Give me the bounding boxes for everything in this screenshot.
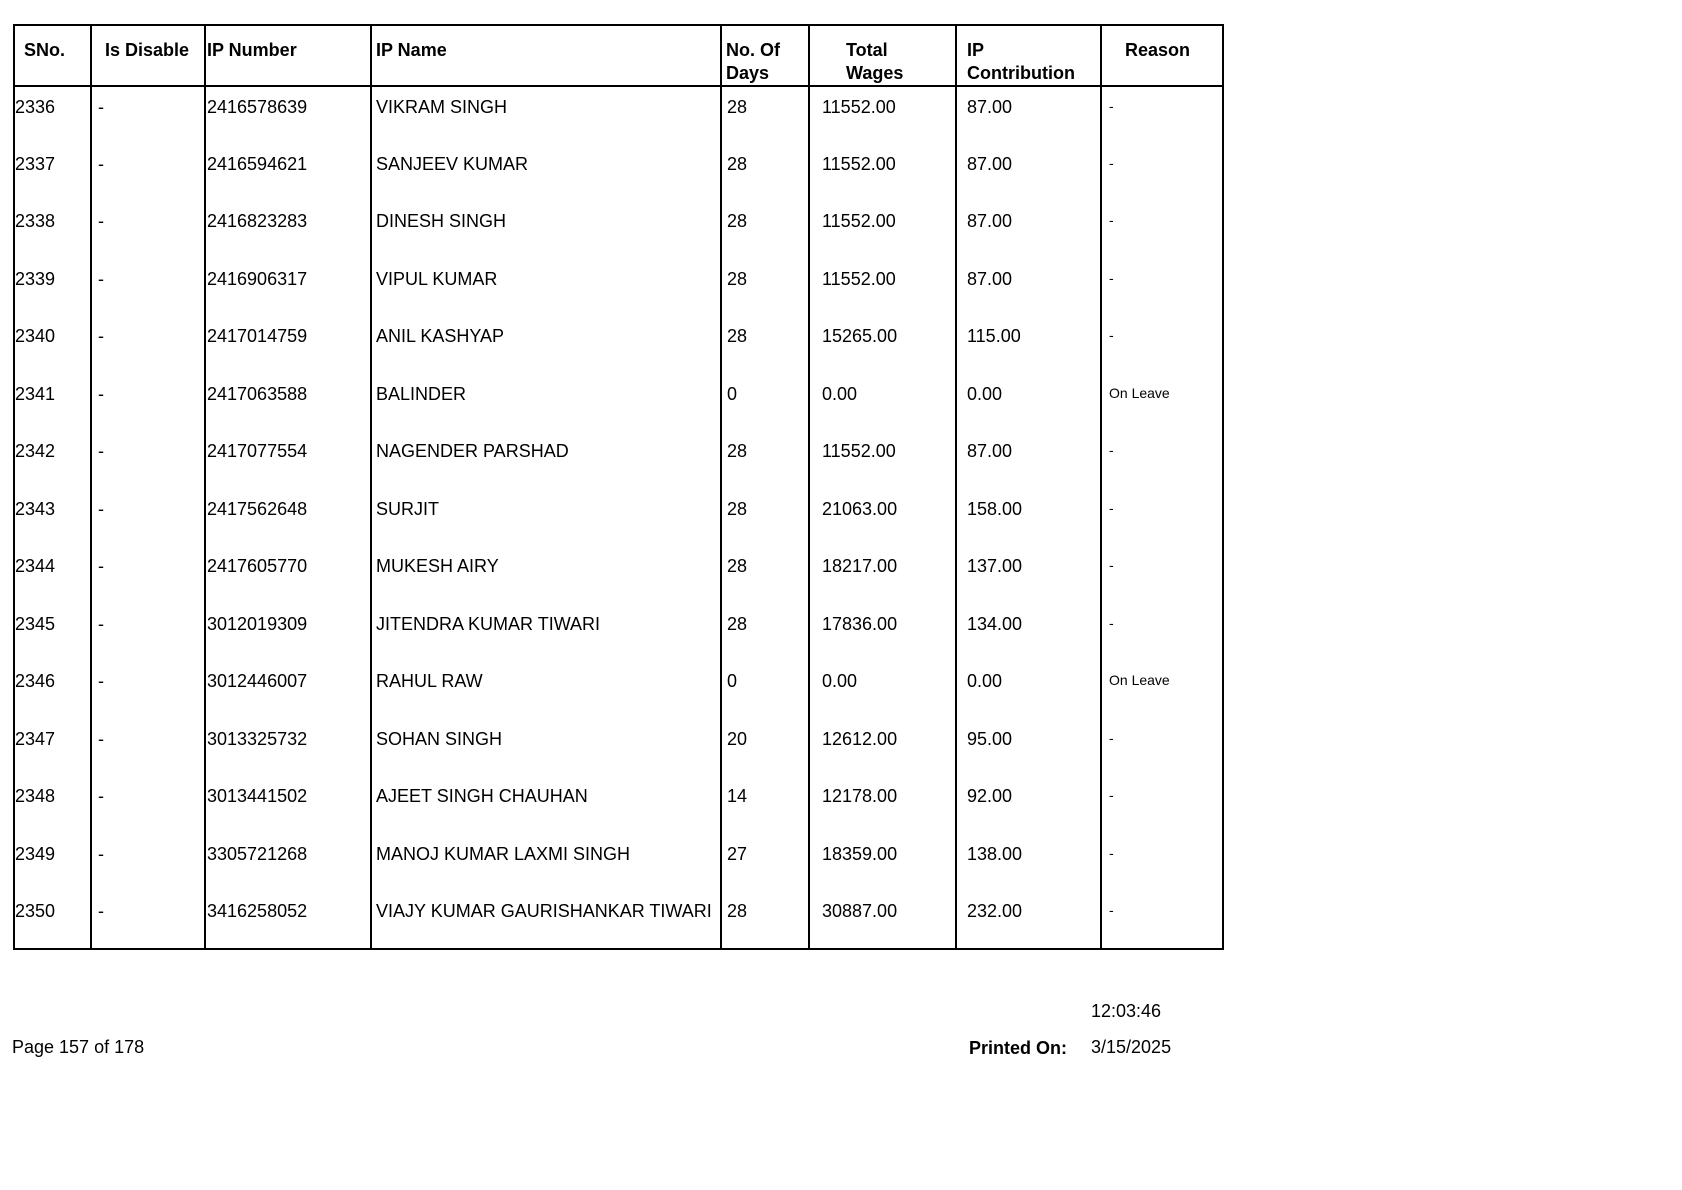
cell-ip-number: 3012019309	[205, 604, 371, 662]
contribution-table	[13, 24, 1224, 950]
cell-ip-name: SOHAN SINGH	[371, 719, 721, 777]
cell-ip-contribution: 0.00	[956, 661, 1101, 719]
cell-ip-contribution: 87.00	[956, 431, 1101, 489]
header-contrib-line2: Contribution	[967, 63, 1075, 83]
cell-total-wages: 0.00	[809, 374, 956, 432]
cell-ip-name: BALINDER	[371, 374, 721, 432]
cell-is-disable: -	[91, 604, 205, 662]
header-days-line1: No. Of	[726, 40, 780, 60]
cell-reason: -	[1101, 201, 1223, 259]
cell-total-wages: 11552.00	[809, 86, 956, 144]
cell-ip-number: 2416823283	[205, 201, 371, 259]
cell-reason: -	[1101, 489, 1223, 547]
cell-no-of-days: 28	[721, 891, 809, 949]
cell-ip-contribution: 137.00	[956, 546, 1101, 604]
cell-total-wages: 12178.00	[809, 776, 956, 834]
cell-ip-name: AJEET SINGH CHAUHAN	[371, 776, 721, 834]
cell-is-disable: -	[91, 144, 205, 202]
cell-is-disable: -	[91, 316, 205, 374]
cell-ip-name: DINESH SINGH	[371, 201, 721, 259]
cell-ip-number: 3305721268	[205, 834, 371, 892]
header-days-line2: Days	[726, 63, 770, 83]
cell-ip-number: 2416906317	[205, 259, 371, 317]
cell-total-wages: 15265.00	[809, 316, 956, 374]
header-ip-number: IP Number	[205, 25, 371, 86]
cell-is-disable: -	[91, 891, 205, 949]
cell-sno: 2345	[14, 604, 91, 662]
cell-sno: 2338	[14, 201, 91, 259]
cell-ip-contribution: 138.00	[956, 834, 1101, 892]
cell-no-of-days: 28	[721, 604, 809, 662]
cell-reason: -	[1101, 546, 1223, 604]
cell-no-of-days: 20	[721, 719, 809, 777]
cell-total-wages: 30887.00	[809, 891, 956, 949]
cell-ip-name: RAHUL RAW	[371, 661, 721, 719]
cell-no-of-days: 28	[721, 546, 809, 604]
cell-sno: 2340	[14, 316, 91, 374]
cell-ip-contribution: 134.00	[956, 604, 1101, 662]
header-wages-line1: Total	[846, 40, 888, 60]
cell-ip-number: 3013441502	[205, 776, 371, 834]
cell-no-of-days: 0	[721, 374, 809, 432]
table-row	[14, 891, 1223, 949]
cell-sno: 2341	[14, 374, 91, 432]
cell-ip-contribution: 158.00	[956, 489, 1101, 547]
header-ip-contribution	[956, 25, 1101, 86]
cell-total-wages: 11552.00	[809, 201, 956, 259]
cell-reason: -	[1101, 719, 1223, 777]
cell-ip-name: VIKRAM SINGH	[371, 86, 721, 144]
cell-ip-number: 3416258052	[205, 891, 371, 949]
cell-total-wages: 11552.00	[809, 144, 956, 202]
cell-is-disable: -	[91, 374, 205, 432]
cell-is-disable: -	[91, 259, 205, 317]
cell-sno: 2344	[14, 546, 91, 604]
cell-sno: 2343	[14, 489, 91, 547]
printed-date: 3/15/2025	[1091, 1037, 1172, 1057]
cell-is-disable: -	[91, 431, 205, 489]
cell-no-of-days: 28	[721, 431, 809, 489]
cell-reason: On Leave	[1101, 661, 1223, 719]
cell-sno: 2342	[14, 431, 91, 489]
cell-total-wages: 18217.00	[809, 546, 956, 604]
cell-ip-number: 2417562648	[205, 489, 371, 547]
cell-reason: -	[1101, 259, 1223, 317]
table-row	[14, 834, 1223, 892]
cell-no-of-days: 28	[721, 144, 809, 202]
cell-is-disable: -	[91, 719, 205, 777]
table-row	[14, 719, 1223, 777]
cell-ip-name: ANIL KASHYAP	[371, 316, 721, 374]
cell-sno: 2339	[14, 259, 91, 317]
cell-sno: 2350	[14, 891, 91, 949]
cell-total-wages: 11552.00	[809, 259, 956, 317]
cell-ip-name: JITENDRA KUMAR TIWARI	[371, 604, 721, 662]
header-no-of-days	[721, 25, 809, 86]
header-sno: SNo.	[14, 25, 91, 86]
cell-total-wages: 12612.00	[809, 719, 956, 777]
table-body	[14, 86, 1223, 949]
cell-ip-name: SURJIT	[371, 489, 721, 547]
header-contrib-line1: IP	[967, 40, 985, 60]
cell-ip-number: 2416594621	[205, 144, 371, 202]
cell-total-wages: 0.00	[809, 661, 956, 719]
cell-is-disable: -	[91, 489, 205, 547]
header-is-disable: Is Disable	[91, 25, 205, 86]
cell-ip-contribution: 95.00	[956, 719, 1101, 777]
cell-no-of-days: 28	[721, 489, 809, 547]
cell-sno: 2349	[14, 834, 91, 892]
cell-ip-contribution: 87.00	[956, 86, 1101, 144]
page-number: Page 157 of 178	[12, 1037, 145, 1057]
cell-sno: 2346	[14, 661, 91, 719]
cell-ip-name: MUKESH AIRY	[371, 546, 721, 604]
cell-total-wages: 11552.00	[809, 431, 956, 489]
cell-ip-name: VIAJY KUMAR GAURISHANKAR TIWARI	[371, 891, 721, 949]
cell-total-wages: 18359.00	[809, 834, 956, 892]
cell-sno: 2337	[14, 144, 91, 202]
cell-ip-contribution: 232.00	[956, 891, 1101, 949]
cell-ip-name: MANOJ KUMAR LAXMI SINGH	[371, 834, 721, 892]
table-row	[14, 661, 1223, 719]
cell-total-wages: 17836.00	[809, 604, 956, 662]
cell-no-of-days: 0	[721, 661, 809, 719]
cell-ip-contribution: 115.00	[956, 316, 1101, 374]
cell-is-disable: -	[91, 661, 205, 719]
header-reason: Reason	[1101, 25, 1223, 86]
cell-is-disable: -	[91, 201, 205, 259]
cell-is-disable: -	[91, 776, 205, 834]
cell-total-wages: 21063.00	[809, 489, 956, 547]
cell-is-disable: -	[91, 86, 205, 144]
cell-ip-number: 2416578639	[205, 86, 371, 144]
printed-time: 12:03:46	[1091, 1001, 1162, 1021]
cell-is-disable: -	[91, 546, 205, 604]
cell-ip-number: 2417605770	[205, 546, 371, 604]
cell-no-of-days: 28	[721, 259, 809, 317]
table-row	[14, 604, 1223, 662]
table-row	[14, 546, 1223, 604]
cell-ip-contribution: 92.00	[956, 776, 1101, 834]
cell-ip-name: SANJEEV KUMAR	[371, 144, 721, 202]
cell-sno: 2348	[14, 776, 91, 834]
cell-ip-number: 3012446007	[205, 661, 371, 719]
table-row	[14, 86, 1223, 144]
cell-reason: -	[1101, 891, 1223, 949]
cell-sno: 2336	[14, 86, 91, 144]
printed-on-label: Printed On:	[969, 1038, 1067, 1058]
cell-ip-contribution: 0.00	[956, 374, 1101, 432]
header-ip-name: IP Name	[371, 25, 721, 86]
header-total-wages	[809, 25, 956, 86]
cell-no-of-days: 27	[721, 834, 809, 892]
cell-ip-number: 3013325732	[205, 719, 371, 777]
cell-is-disable: -	[91, 834, 205, 892]
cell-ip-contribution: 87.00	[956, 201, 1101, 259]
cell-ip-number: 2417063588	[205, 374, 371, 432]
cell-reason: On Leave	[1101, 374, 1223, 432]
cell-ip-number: 2417077554	[205, 431, 371, 489]
cell-no-of-days: 28	[721, 316, 809, 374]
table-row	[14, 776, 1223, 834]
cell-reason: -	[1101, 316, 1223, 374]
table-header-row	[14, 25, 1223, 86]
table-row	[14, 144, 1223, 202]
cell-reason: -	[1101, 431, 1223, 489]
cell-ip-name: VIPUL KUMAR	[371, 259, 721, 317]
cell-reason: -	[1101, 834, 1223, 892]
cell-ip-number: 2417014759	[205, 316, 371, 374]
cell-ip-contribution: 87.00	[956, 259, 1101, 317]
cell-sno: 2347	[14, 719, 91, 777]
header-wages-line2: Wages	[846, 63, 904, 83]
cell-reason: -	[1101, 604, 1223, 662]
cell-ip-name: NAGENDER PARSHAD	[371, 431, 721, 489]
cell-reason: -	[1101, 776, 1223, 834]
table-row	[14, 316, 1223, 374]
cell-ip-contribution: 87.00	[956, 144, 1101, 202]
table-row	[14, 374, 1223, 432]
cell-reason: -	[1101, 86, 1223, 144]
table-row	[14, 489, 1223, 547]
cell-reason: -	[1101, 144, 1223, 202]
table-row	[14, 259, 1223, 317]
table-row	[14, 431, 1223, 489]
cell-no-of-days: 14	[721, 776, 809, 834]
cell-no-of-days: 28	[721, 201, 809, 259]
cell-no-of-days: 28	[721, 86, 809, 144]
table-row	[14, 201, 1223, 259]
